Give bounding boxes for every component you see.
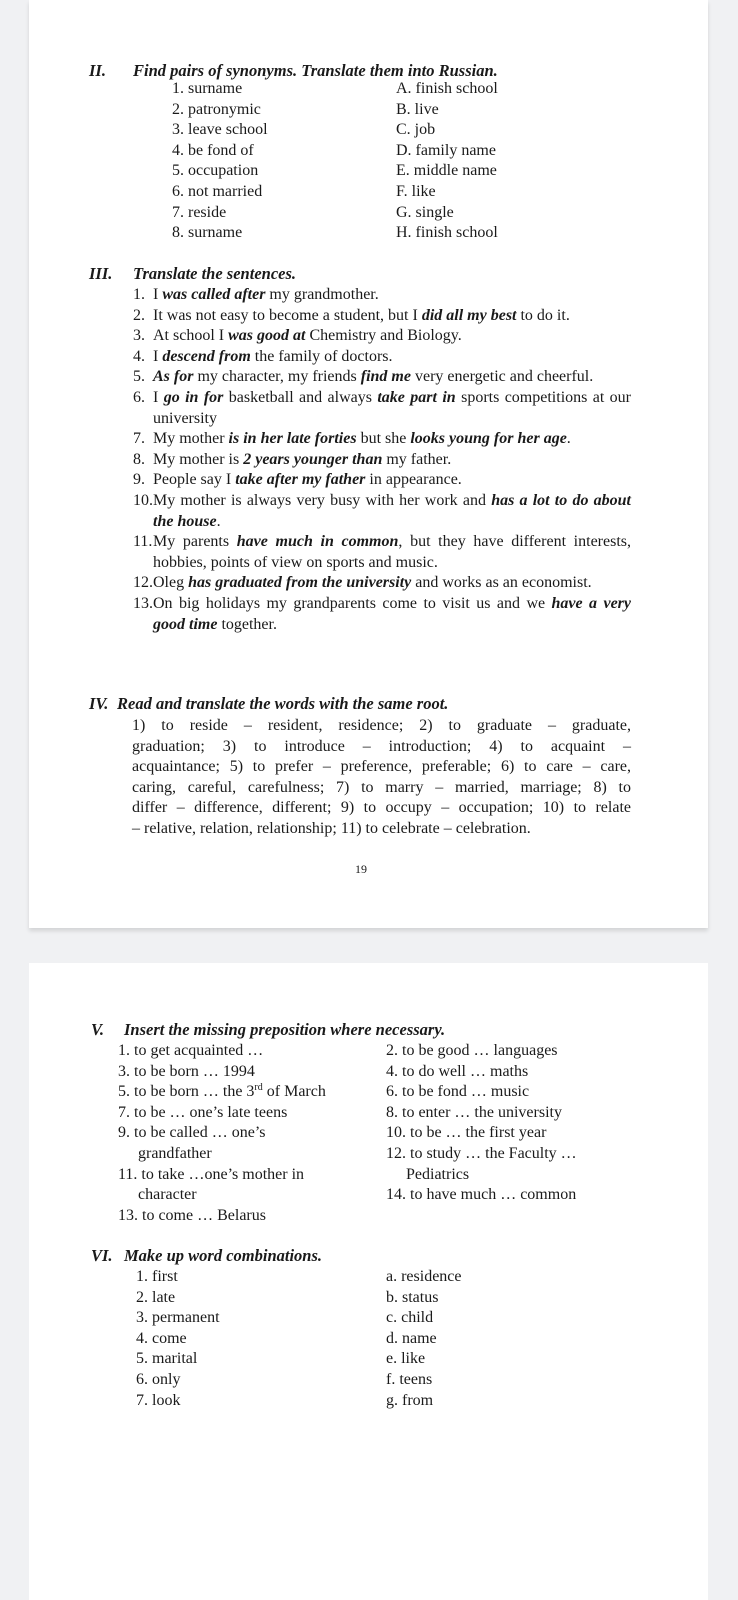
list-item-continuation: grandfather [138, 1144, 212, 1162]
list-item [386, 1123, 577, 1144]
list-item: G. single [396, 203, 454, 221]
key-phrase: As for [153, 368, 194, 386]
list-item: 7. look [136, 1391, 181, 1409]
list-item: a. residence [386, 1268, 462, 1285]
list-item: 1. first [136, 1268, 178, 1285]
item-text: 2. to be good … languages [386, 1042, 558, 1059]
list-item: H. finish school [396, 224, 498, 242]
sentence-text [153, 594, 631, 635]
sentence-text [153, 347, 631, 368]
list-item [118, 1062, 326, 1083]
sentence-number: 8. [133, 450, 145, 468]
list-item [386, 1082, 577, 1103]
synonyms-right-list [396, 79, 498, 244]
list-item: 3. permanent [136, 1309, 220, 1327]
sentence-text [153, 388, 631, 429]
item-text: 5. to be born … the 3 [118, 1083, 255, 1101]
item-text: 8. to enter … the university [386, 1103, 562, 1121]
sentence-item [133, 470, 631, 491]
paragraph-line: – relative, relation, relationship; 11) to celebrate – celebration. [132, 819, 531, 837]
sentence-item [133, 347, 631, 368]
sentence-item [133, 388, 631, 429]
sentence-number: 11. [133, 533, 153, 551]
section-2-title: Find pairs of synonyms. Translate them into Russian. [133, 61, 498, 80]
sentence-item [133, 326, 631, 347]
sentence-text [153, 326, 631, 347]
list-item [118, 1123, 326, 1144]
sentence-fragment: , but they have different interests, hobbies, points of view on sports and music. [153, 533, 631, 571]
item-text: 1. to get acquainted … [118, 1042, 264, 1059]
list-item: 5. marital [136, 1350, 198, 1368]
item-text: 3. to be born … 1994 [118, 1062, 255, 1080]
list-item: c. child [386, 1309, 434, 1327]
sentence-text [153, 491, 631, 532]
sentence-fragment: my character, my friends [193, 368, 361, 386]
sentence-fragment: My mother is [153, 450, 244, 468]
item-text: of March [262, 1083, 326, 1101]
sentence-fragment: Chemistry and Biology. [305, 327, 462, 345]
sentence-number: 5. [133, 368, 145, 386]
paragraph-line: graduation; 3) to introduce – introduction; 4) to acquaint – [132, 737, 631, 755]
key-phrase: is in her late forties [228, 430, 357, 448]
sentence-number: 2. [133, 306, 145, 324]
item-text: 13. to come … Belarus [118, 1206, 266, 1224]
list-item [386, 1103, 577, 1124]
list-item [118, 1103, 326, 1124]
sentence-text [153, 306, 631, 327]
sentence-item [133, 573, 631, 594]
list-item [386, 1041, 577, 1062]
sentence-fragment: . [566, 430, 571, 448]
list-item [386, 1185, 577, 1206]
item-text: 14. to have much … common [386, 1186, 577, 1204]
prepositions-left-list [118, 1041, 326, 1226]
sentence-fragment: and works as an economist. [411, 574, 592, 592]
paragraph-line: differ – difference, different; 9) to occupy – occupation; 10) to relate [132, 799, 631, 817]
sentence-fragment: I [153, 388, 164, 406]
sentence-number: 9. [133, 471, 145, 489]
key-phrase: looks young for her age [410, 430, 567, 448]
sentence-fragment: Oleg [153, 574, 189, 592]
paragraph-line: 1) to reside – resident, residence; 2) to graduate – graduate, [132, 717, 631, 734]
section-6-number: VI. [91, 1246, 113, 1265]
list-item: b. status [386, 1288, 439, 1306]
document-page-20 [29, 963, 708, 1600]
section-3-title: Translate the sentences. [133, 264, 297, 283]
key-phrase: go in for [163, 388, 224, 406]
item-text: 9. to be called … one’s [118, 1124, 266, 1142]
list-item: C. job [396, 121, 436, 139]
sentence-number: 4. [133, 347, 145, 365]
sentence-item [133, 306, 631, 327]
sentence-fragment: I [153, 347, 163, 365]
sentence-number: 3. [133, 327, 145, 345]
sentence-fragment: On big holidays my grandparents come to visit us and we [153, 594, 552, 612]
list-item [118, 1165, 326, 1186]
key-phrase: find me [360, 368, 411, 386]
item-text: 7. to be … one’s late teens [118, 1103, 288, 1121]
key-phrase: was good at [228, 327, 306, 345]
sentence-item [133, 532, 631, 573]
list-item: 4. be fond of [172, 141, 254, 159]
page-number: 19 [355, 862, 367, 876]
list-item [118, 1206, 326, 1227]
key-phrase: was called after [162, 286, 266, 303]
sentence-fragment: It was not easy to become a student, but I [153, 306, 422, 324]
list-item [118, 1082, 326, 1103]
sentence-number: 1. [133, 286, 145, 303]
sentence-text [153, 470, 631, 491]
list-item: 3. leave school [172, 121, 268, 139]
list-item-continuation: Pediatrics [406, 1165, 470, 1183]
same-root-paragraph [132, 716, 631, 840]
sentence-text [153, 285, 631, 306]
section-5-title: Insert the missing preposition where necessary. [124, 1020, 446, 1039]
sentence-number: 6. [133, 388, 145, 406]
section-6-title: Make up word combinations. [124, 1246, 323, 1265]
list-item: 2. patronymic [172, 100, 261, 118]
list-item-continuation: character [138, 1186, 197, 1204]
list-item: 4. come [136, 1329, 187, 1347]
key-phrase: take part in [377, 388, 456, 406]
sentence-fragment: My mother [153, 430, 229, 448]
key-phrase: take after my father [235, 471, 366, 489]
sentence-number: 10. [133, 491, 153, 509]
list-item: 6. only [136, 1370, 181, 1388]
section-4-title: Read and translate the words with the same root. [117, 694, 449, 713]
list-item: 2. late [136, 1288, 176, 1306]
key-phrase: has a lot to do about the house [153, 491, 631, 530]
sentence-fragment: my father. [382, 450, 452, 468]
key-phrase: have much in common [236, 533, 399, 551]
list-item: D. family name [396, 141, 496, 159]
sentence-fragment: but she [356, 430, 411, 448]
item-text: 6. to be fond … music [386, 1083, 530, 1101]
section-3-number: III. [89, 264, 113, 283]
list-item: e. like [386, 1350, 426, 1368]
item-text: 12. to study … the Faculty … [386, 1144, 577, 1162]
sentence-item [133, 429, 631, 450]
sentence-text [153, 573, 631, 594]
sentence-text [153, 450, 631, 471]
sentence-fragment: very energetic and cheerful. [410, 368, 594, 386]
list-item: d. name [386, 1329, 437, 1347]
paragraph-line: acquaintance; 5) to prefer – preference, preferable; 6) to care – care, [132, 758, 631, 776]
item-text: 10. to be … the first year [386, 1124, 547, 1142]
sentence-text [153, 429, 631, 450]
sentence-fragment: in appearance. [365, 471, 462, 489]
sentence-fragment: My parents [153, 533, 237, 551]
list-item: g. from [386, 1391, 434, 1409]
list-item: 7. reside [172, 203, 227, 221]
key-phrase: has graduated from the university [188, 574, 412, 592]
key-phrase: have a very good time [153, 594, 631, 633]
sentence-item [133, 285, 631, 306]
list-item: E. middle name [396, 162, 497, 180]
sentence-item [133, 491, 631, 532]
list-item [386, 1062, 577, 1083]
sentence-fragment: basketball and always [223, 388, 378, 406]
sentence-number: 7. [133, 430, 145, 448]
sentence-number: 13. [133, 594, 153, 612]
sentence-text [153, 367, 631, 388]
list-item: f. teens [386, 1370, 433, 1388]
section-5-number: V. [91, 1020, 105, 1039]
ordinal-suffix: rd [254, 1082, 263, 1094]
translate-sentences-list [133, 285, 631, 635]
sentence-fragment: People say I [153, 471, 236, 489]
list-item: 5. occupation [172, 162, 259, 180]
list-item: A. finish school [396, 80, 498, 97]
synonyms-left-list [172, 79, 268, 244]
list-item [118, 1041, 326, 1062]
key-phrase: did all my best [421, 306, 517, 324]
section-2-number: II. [89, 61, 106, 80]
sentence-item [133, 367, 631, 388]
key-phrase: descend from [162, 347, 251, 365]
list-item [386, 1144, 577, 1165]
prepositions-right-list [386, 1041, 577, 1206]
paragraph-line: caring, careful, carefulness; 7) to marry – married, marriage; 8) to [132, 778, 631, 796]
sentence-fragment: my grandmother. [265, 286, 379, 303]
sentence-fragment: sports competitions at our university [153, 388, 632, 427]
sentence-fragment: . [216, 512, 221, 530]
list-item: 1. surname [172, 80, 243, 97]
list-item: 8. surname [172, 224, 243, 242]
sentence-number: 12. [133, 574, 153, 592]
item-text: 4. to do well … maths [386, 1062, 529, 1080]
document-page-19 [29, 0, 708, 928]
key-phrase: 2 years younger than [243, 450, 383, 468]
sentence-item [133, 594, 631, 635]
sentence-fragment: the family of doctors. [250, 347, 393, 365]
sentence-text [153, 532, 631, 573]
section-4-number: IV. [89, 694, 109, 713]
combinations-left-list [136, 1267, 220, 1411]
sentence-fragment: My mother is always very busy with her work and [153, 491, 492, 509]
item-text: 11. to take …one’s mother in [118, 1165, 305, 1183]
sentence-fragment: At school I [153, 327, 229, 345]
list-item: F. like [396, 182, 436, 200]
list-item: 6. not married [172, 182, 263, 200]
sentence-fragment: to do it. [516, 306, 570, 324]
list-item: B. live [396, 100, 439, 118]
sentence-fragment: together. [217, 615, 277, 633]
sentence-fragment: I [153, 286, 163, 303]
sentence-item [133, 450, 631, 471]
combinations-right-list [386, 1267, 462, 1411]
